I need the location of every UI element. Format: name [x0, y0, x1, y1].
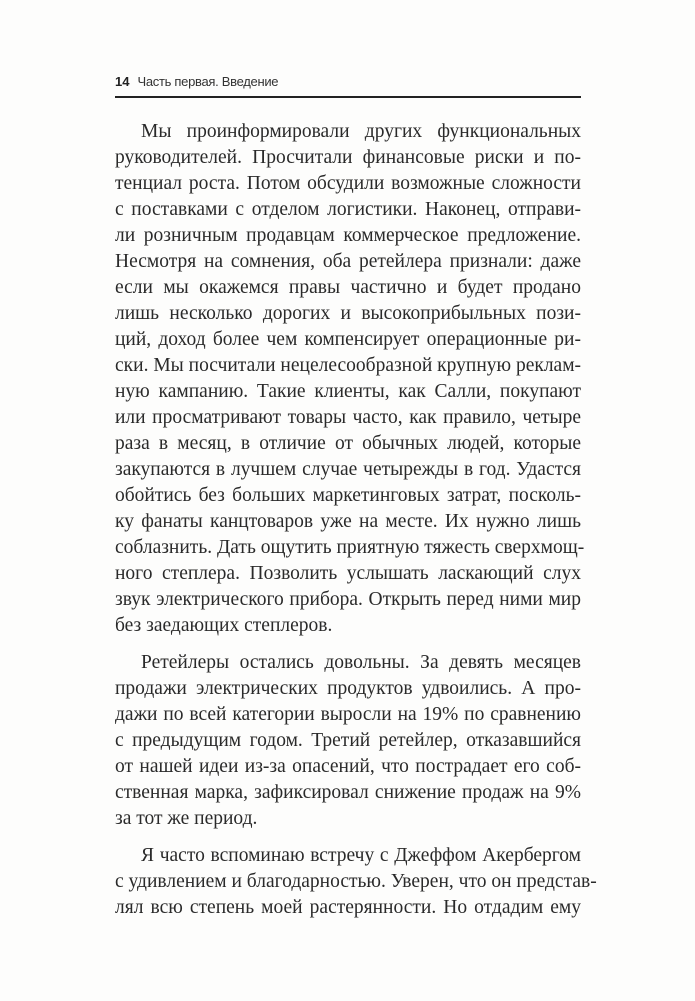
text-line: Я часто вспоминаю встречу с Джеффом Акербергом: [141, 845, 581, 866]
text-line: продажи электрических продуктов удвоились. А про-: [115, 678, 581, 699]
text-line: с предыдущим годом. Третий ретейлер, отказавшийся: [115, 730, 581, 751]
text-line: лял всю степень моей растерянности. Но отдадим ему: [115, 897, 581, 918]
text-line: если мы окажемся правы частично и будет продано: [115, 277, 581, 298]
text-line: звук электрического прибора. Открыть перед ними мир: [115, 589, 581, 610]
text-line: ций, доход более чем компенсирует операционные ри-: [115, 329, 581, 350]
text-line: с поставками с отделом логистики. Наконец, отправи-: [115, 199, 581, 220]
running-title: Часть первая. Введение: [137, 74, 279, 89]
text-line: Мы проинформировали других функциональных: [141, 121, 581, 142]
text-line: без заедающих степлеров.: [115, 615, 333, 636]
text-line: за тот же период.: [115, 808, 258, 829]
text-line: ного степлера. Позволить услышать ласкающий слух: [115, 563, 581, 584]
text-line: раза в месяц, в отличие от обычных людей, которые: [115, 433, 581, 454]
paragraph: [115, 650, 581, 832]
text-line: с удивлением и благодарностью. Уверен, что он представ-: [115, 871, 597, 892]
text-line: тенциал роста. Потом обсудили возможные сложности: [115, 173, 581, 194]
text-line: Ретейлеры остались довольны. За девять месяцев: [141, 652, 581, 673]
text-line: ственная марка, зафиксировал снижение продаж на 9%: [115, 782, 581, 803]
text-line: или просматривают товары часто, как правило, четыре: [115, 407, 581, 428]
page-number: 14: [115, 74, 130, 89]
paragraph: [115, 119, 585, 639]
text-line: Несмотря на сомнения, оба ретейлера признали: даже: [115, 251, 581, 272]
text-line: ски. Мы посчитали нецелесообразной крупную реклам-: [115, 355, 582, 376]
text-line: ную кампанию. Такие клиенты, как Салли, покупают: [115, 381, 581, 402]
text-line: ли розничным продавцам коммерческое предложение.: [115, 225, 581, 246]
text-line: соблазнить. Дать ощутить приятную тяжесть сверхмощ-: [115, 537, 585, 558]
paragraph: [115, 843, 597, 921]
text-line: лишь несколько дорогих и высокоприбыльных пози-: [115, 303, 581, 324]
page-body: [115, 119, 597, 932]
text-line: ку фанаты канцтоваров уже на месте. Их нужно лишь: [115, 511, 581, 532]
text-line: обойтись без больших маркетинговых затрат, посколь-: [115, 485, 581, 506]
text-line: дажи по всей категории выросли на 19% по сравнению: [115, 704, 581, 725]
text-line: руководителей. Просчитали финансовые риски и по-: [115, 147, 581, 168]
text-line: от нашей идеи из-за опасений, что пострадает его соб-: [115, 756, 581, 777]
running-header: [115, 74, 581, 98]
text-line: закупаются в лучшем случае четырежды в год. Удастся: [115, 459, 581, 480]
